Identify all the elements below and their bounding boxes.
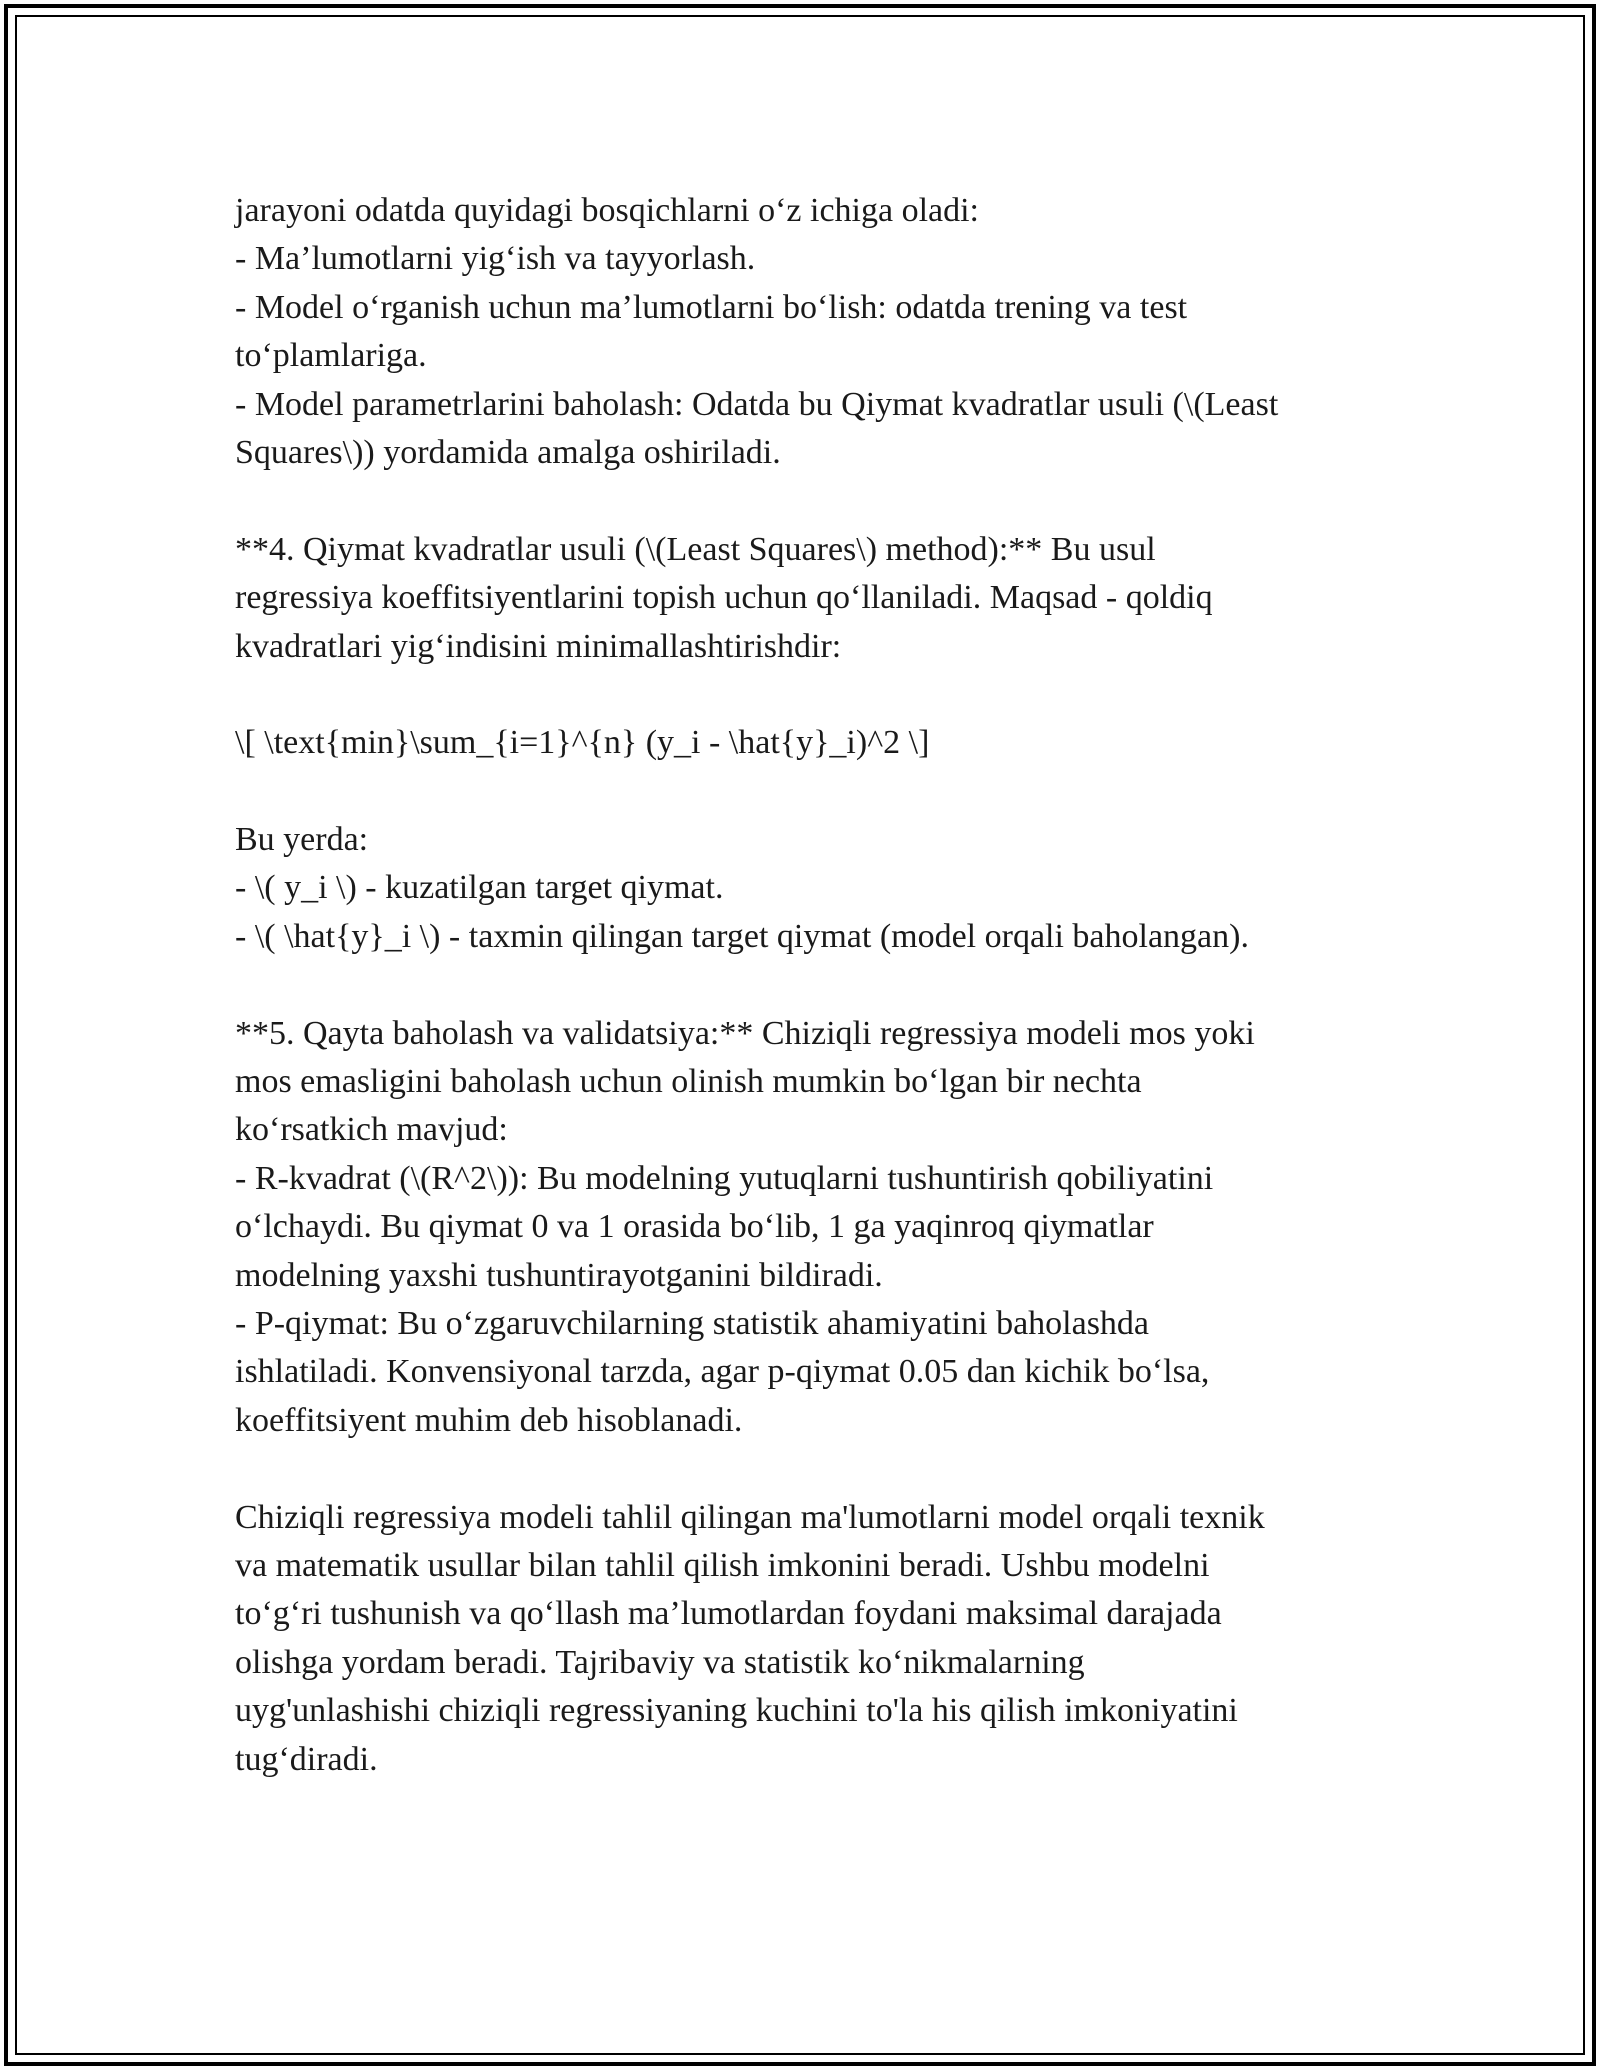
list-item: - Model o‘rganish uchun ma’lumotlarni bo‘lish: odatda trening va test	[235, 288, 1188, 326]
text-line: modelning yaxshi tushuntirayotganini bildiradi.	[235, 1256, 883, 1294]
list-item: - Model parametrlarini baholash: Odatda bu Qiymat kvadratlar usuli (\(Least	[235, 385, 1279, 423]
text-line: Chiziqli regressiya modeli tahlil qilingan ma'lumotlarni model orqali texnik	[235, 1498, 1265, 1536]
list-item: - \( \hat{y}_i \) - taxmin qilingan target qiymat (model orqali baholangan).	[235, 917, 1249, 955]
text-line: to‘g‘ri tushunish va qo‘llash ma’lumotlardan foydani maksimal darajada	[235, 1595, 1222, 1633]
section-heading-4: **4. Qiymat kvadratlar usuli (\(Least Squares\) method):** Bu usul	[235, 530, 1156, 568]
text-line: tug‘diradi.	[235, 1740, 378, 1778]
text-line: va matematik usullar bilan tahlil qilish imkonini beradi. Ushbu modelni	[235, 1546, 1210, 1584]
blank-line	[235, 768, 1385, 816]
text-line: jarayoni odatda quyidagi bosqichlarni o‘z ichiga oladi:	[235, 192, 979, 229]
list-item: - Ma’lumotlarni yig‘ish va tayyorlash.	[235, 240, 756, 278]
list-item: - \( y_i \) - kuzatilgan target qiymat.	[235, 869, 724, 907]
blank-line	[235, 671, 1385, 719]
text-line: mos emasligini baholash uchun olinish mumkin bo‘lgan bir nechta	[235, 1063, 1142, 1101]
blank-line	[235, 1445, 1385, 1493]
text-line: uyg'unlashishi chiziqli regressiyaning kuchini to'la his qilish imkoniyatini	[235, 1692, 1238, 1730]
text-line: to‘plamlariga.	[235, 337, 427, 375]
section-heading-5: **5. Qayta baholash va validatsiya:** Chiziqli regressiya modeli mos yoki	[235, 1014, 1255, 1052]
text-line: ishlatiladi. Konvensiyonal tarzda, agar p-qiymat 0.05 dan kichik bo‘lsa,	[235, 1353, 1210, 1391]
text-line: ko‘rsatkich mavjud:	[235, 1111, 508, 1149]
list-item: - R-kvadrat (\(R^2\)): Bu modelning yutuqlarni tushuntirish qobiliyatini	[235, 1159, 1214, 1197]
document-body	[235, 187, 1385, 1784]
list-item: - P-qiymat: Bu o‘zgaruvchilarning statistik ahamiyatini baholashda	[235, 1304, 1150, 1342]
text-line: Squares\)) yordamida amalga oshiriladi.	[235, 433, 781, 471]
text-line: olishga yordam beradi. Tajribaviy va statistik ko‘nikmalarning	[235, 1643, 1085, 1681]
text-line: kvadratlari yig‘indisini minimallashtirishdir:	[235, 627, 842, 665]
text-line: koeffitsiyent muhim deb hisoblanadi.	[235, 1401, 743, 1439]
text-line: Bu yerda:	[235, 821, 369, 859]
formula-line: \[ \text{min}\sum_{i=1}^{n} (y_i - \hat{y}_i)^2 \]	[235, 724, 930, 762]
blank-line	[235, 477, 1385, 525]
text-line: o‘lchaydi. Bu qiymat 0 va 1 orasida bo‘lib, 1 ga yaqinroq qiymatlar	[235, 1208, 1154, 1246]
text-line: regressiya koeffitsiyentlarini topish uchun qo‘llaniladi. Maqsad - qoldiq	[235, 579, 1213, 617]
blank-line	[235, 961, 1385, 1009]
